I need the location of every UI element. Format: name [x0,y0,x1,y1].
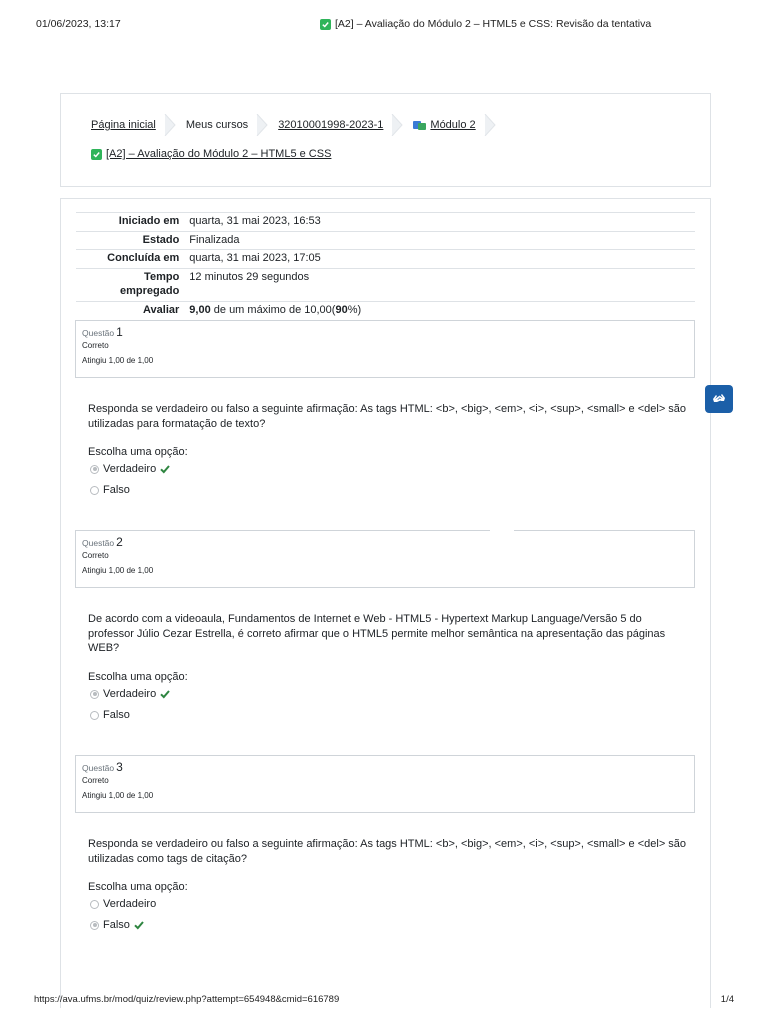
summary-label: Tempo empregado [76,268,189,301]
radio-button[interactable] [90,486,99,495]
answer-option[interactable] [90,898,156,910]
question-info-box [75,530,695,588]
summary-label: Avaliar [76,301,189,319]
question-text: Responda se verdadeiro ou falso a seguinte afirmação: As tags HTML: <b>, <big>, <em>, <i>, <sup>, <small> e <del> são utilizadas como tags de citação? [88,838,687,865]
question-number: Questão 3 [82,760,123,774]
print-page-count: 1/4 [720,994,734,1005]
answer-option[interactable] [90,919,144,931]
answer-prompt: Escolha uma opção: [88,671,188,683]
quiz-title-text: [A2] – Avaliação do Módulo 2 – HTML5 e CSS [106,148,332,160]
answer-option[interactable] [90,688,170,700]
answer-option[interactable] [90,709,130,721]
question-info-box [75,755,695,813]
summary-value-grade [189,301,695,319]
summary-value: 12 minutos 29 segundos [189,268,695,301]
breadcrumb-separator-icon [391,114,403,136]
summary-row [76,231,695,250]
answer-prompt: Escolha uma opção: [88,881,188,893]
summary-value: quarta, 31 mai 2023, 16:53 [189,213,695,232]
answer-prompt: Escolha uma opção: [88,446,188,458]
page-header-card [60,93,711,187]
question-grade: Atingiu 1,00 de 1,00 [82,791,154,800]
question-text: De acordo com a videoaula, Fundamentos de Internet e Web - HTML5 - Hypertext Markup Language/Versão 5 do professor Júlio Cezar Estrella, é correto afirmar que o HTML5 permite melhor semântica na apresentação das páginas WEB? [88,613,666,654]
page-gap [490,527,514,533]
question-state: Correto [82,341,109,350]
radio-button-checked[interactable] [90,690,99,699]
vlibras-hands-icon [710,390,728,408]
answer-option[interactable] [90,484,130,496]
answer-option-label: Falso [103,709,130,721]
quiz-title-link[interactable] [91,148,331,160]
summary-row [76,213,695,232]
check-icon [160,464,170,474]
breadcrumb-separator-icon [164,114,176,136]
question-number: Questão 2 [82,535,123,549]
radio-button-checked[interactable] [90,465,99,474]
breadcrumb-home[interactable]: Página inicial [91,119,156,131]
question-state: Correto [82,776,109,785]
question-info-box [75,320,695,378]
grade-value: 9,00 [189,303,211,316]
radio-button[interactable] [90,711,99,720]
print-doc-title-text: [A2] – Avaliação do Módulo 2 – HTML5 e CSS: Revisão da tentativa [335,18,652,30]
module-icon [413,120,426,130]
answer-option[interactable] [90,463,170,475]
answer-option-label: Verdadeiro [103,463,157,475]
summary-label: Concluída em [76,250,189,269]
check-icon [160,689,170,699]
radio-button[interactable] [90,900,99,909]
answer-option-label: Falso [103,484,130,496]
print-header [36,18,732,32]
answer-option-label: Verdadeiro [103,688,157,700]
summary-row [76,268,695,301]
print-footer [34,994,734,1008]
summary-row [76,250,695,269]
summary-row [76,301,695,319]
breadcrumb-separator-icon [256,114,268,136]
question-number: Questão 1 [82,325,123,339]
breadcrumb-separator-icon [484,114,496,136]
answer-option-label: Falso [103,919,130,931]
summary-label: Estado [76,231,189,250]
grade-percent-suffix: %) [347,303,362,316]
breadcrumb-course[interactable]: 32010001998-2023-1 [278,119,384,131]
question-text: Responda se verdadeiro ou falso a seguinte afirmação: As tags HTML: <b>, <big>, <em>, <i>, <sup>, <small> e <del> são utilizadas para formatação de texto? [88,403,687,430]
breadcrumb [91,114,506,136]
check-box-icon [320,19,331,30]
check-icon [134,920,144,930]
summary-label: Iniciado em [76,213,189,232]
question-grade: Atingiu 1,00 de 1,00 [82,566,154,575]
check-box-icon [91,149,102,160]
print-url: https://ava.ufms.br/mod/quiz/review.php?attempt=654948&cmid=616789 [34,994,340,1005]
summary-value: quarta, 31 mai 2023, 17:05 [189,250,695,269]
breadcrumb-my-courses: Meus cursos [185,119,249,131]
question-grade: Atingiu 1,00 de 1,00 [82,356,154,365]
summary-value: Finalizada [189,231,695,250]
breadcrumb-module[interactable]: Módulo 2 [413,119,475,131]
answer-option-label: Verdadeiro [103,898,157,910]
question-state: Correto [82,551,109,560]
grade-percent: 90 [335,303,348,316]
vlibras-accessibility-button[interactable] [705,385,733,413]
grade-max-text: de um máximo de 10,00( [210,303,336,316]
print-doc-title [320,18,651,30]
print-datetime: 01/06/2023, 13:17 [36,18,121,30]
attempt-summary-table [76,212,695,319]
radio-button-checked[interactable] [90,921,99,930]
